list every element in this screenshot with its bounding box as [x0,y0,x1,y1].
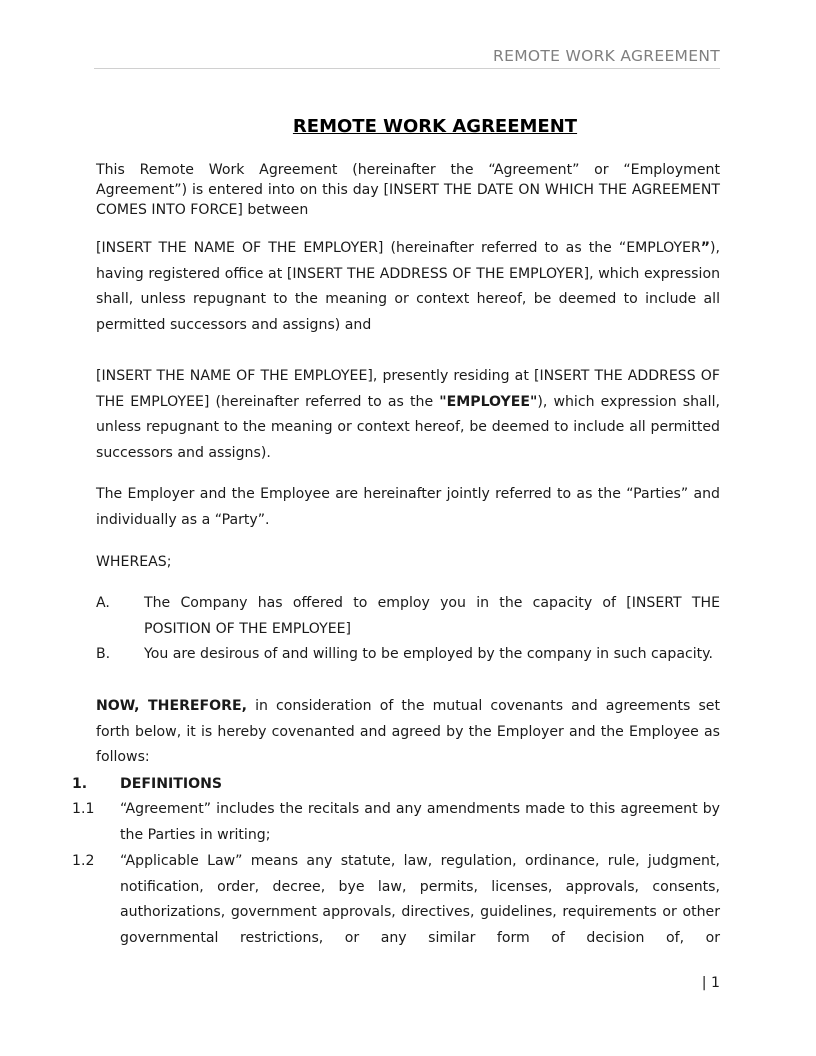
clause-number: 1.1 [72,801,95,817]
document-title: REMOTE WORK AGREEMENT [292,116,578,137]
employee-party-text-post: ), which expression shall, unless repugnant to the meaning or context hereof, be deemed to include all permitted successors and assigns). [96,393,720,461]
section-heading: DEFINITIONS [120,776,223,792]
employer-party-paragraph [96,236,720,338]
now-therefore-lead: NOW, THEREFORE, [96,698,247,714]
recital-b [96,642,720,668]
section-definitions-heading [72,772,720,798]
clause-text: “Agreement” includes the recitals and any amendments made to this agreement by the Parties in writing; [120,801,720,843]
page-number: | 1 [701,975,720,991]
intro-paragraph: This Remote Work Agreement (hereinafter the “Agreement” or “Employment Agreement”) is entered into on this day [INSERT THE DATE ON WHICH THE AGREEMENT COMES INTO FORCE] between [96,162,720,218]
running-header: REMOTE WORK AGREEMENT [493,47,720,65]
clause-number: 1.2 [72,853,95,869]
employee-party-paragraph [96,364,720,466]
employer-party-text-pre: [INSERT THE NAME OF THE EMPLOYER] (hereinafter referred to as the “EMPLOYER [96,240,701,256]
now-therefore-paragraph [96,694,720,771]
recital-text: You are desirous of and willing to be employed by the company in such capacity. [144,646,713,662]
clause-text: “Applicable Law” means any statute, law, regulation, ordinance, rule, judgment, notification, order, decree, bye law, permits, licenses, approvals, consents, authorizations, government approvals, directives, guidelines, requirements or other governmental restrictions, or any similar form of decision of, or [120,853,720,946]
clause-1-1 [72,797,720,848]
recital-marker: B. [96,646,111,662]
employee-party-text-pre: [INSERT THE NAME OF THE EMPLOYEE], presently residing at [INSERT THE ADDRESS OF THE EMPLOYEE] (hereinafter referred to as the [96,368,720,410]
employer-party-text-post: ), having registered office at [INSERT THE ADDRESS OF THE EMPLOYER], which expression shall, unless repugnant to the meaning or context hereof, be deemed to include all permitted successors and assigns) and [96,240,720,333]
parties-paragraph: The Employer and the Employee are hereinafter jointly referred to as the “Parties” and individually as a “Party”. [96,486,720,528]
header-divider [94,68,720,69]
recital-marker: A. [96,595,110,611]
whereas-heading: WHEREAS; [96,554,172,570]
clause-1-2 [72,849,720,951]
now-therefore-text: in consideration of the mutual covenants and agreements set forth below, it is hereby covenanted and agreed by the Employer and the Employee as follows: [96,698,720,766]
section-number: 1. [72,776,88,792]
employer-bold-quote: ” [700,240,711,256]
recital-a [96,591,720,642]
employee-bold-term: "EMPLOYEE" [439,393,538,410]
recital-text: The Company has offered to employ you in the capacity of [INSERT THE POSITION OF THE EMPLOYEE] [144,595,720,637]
